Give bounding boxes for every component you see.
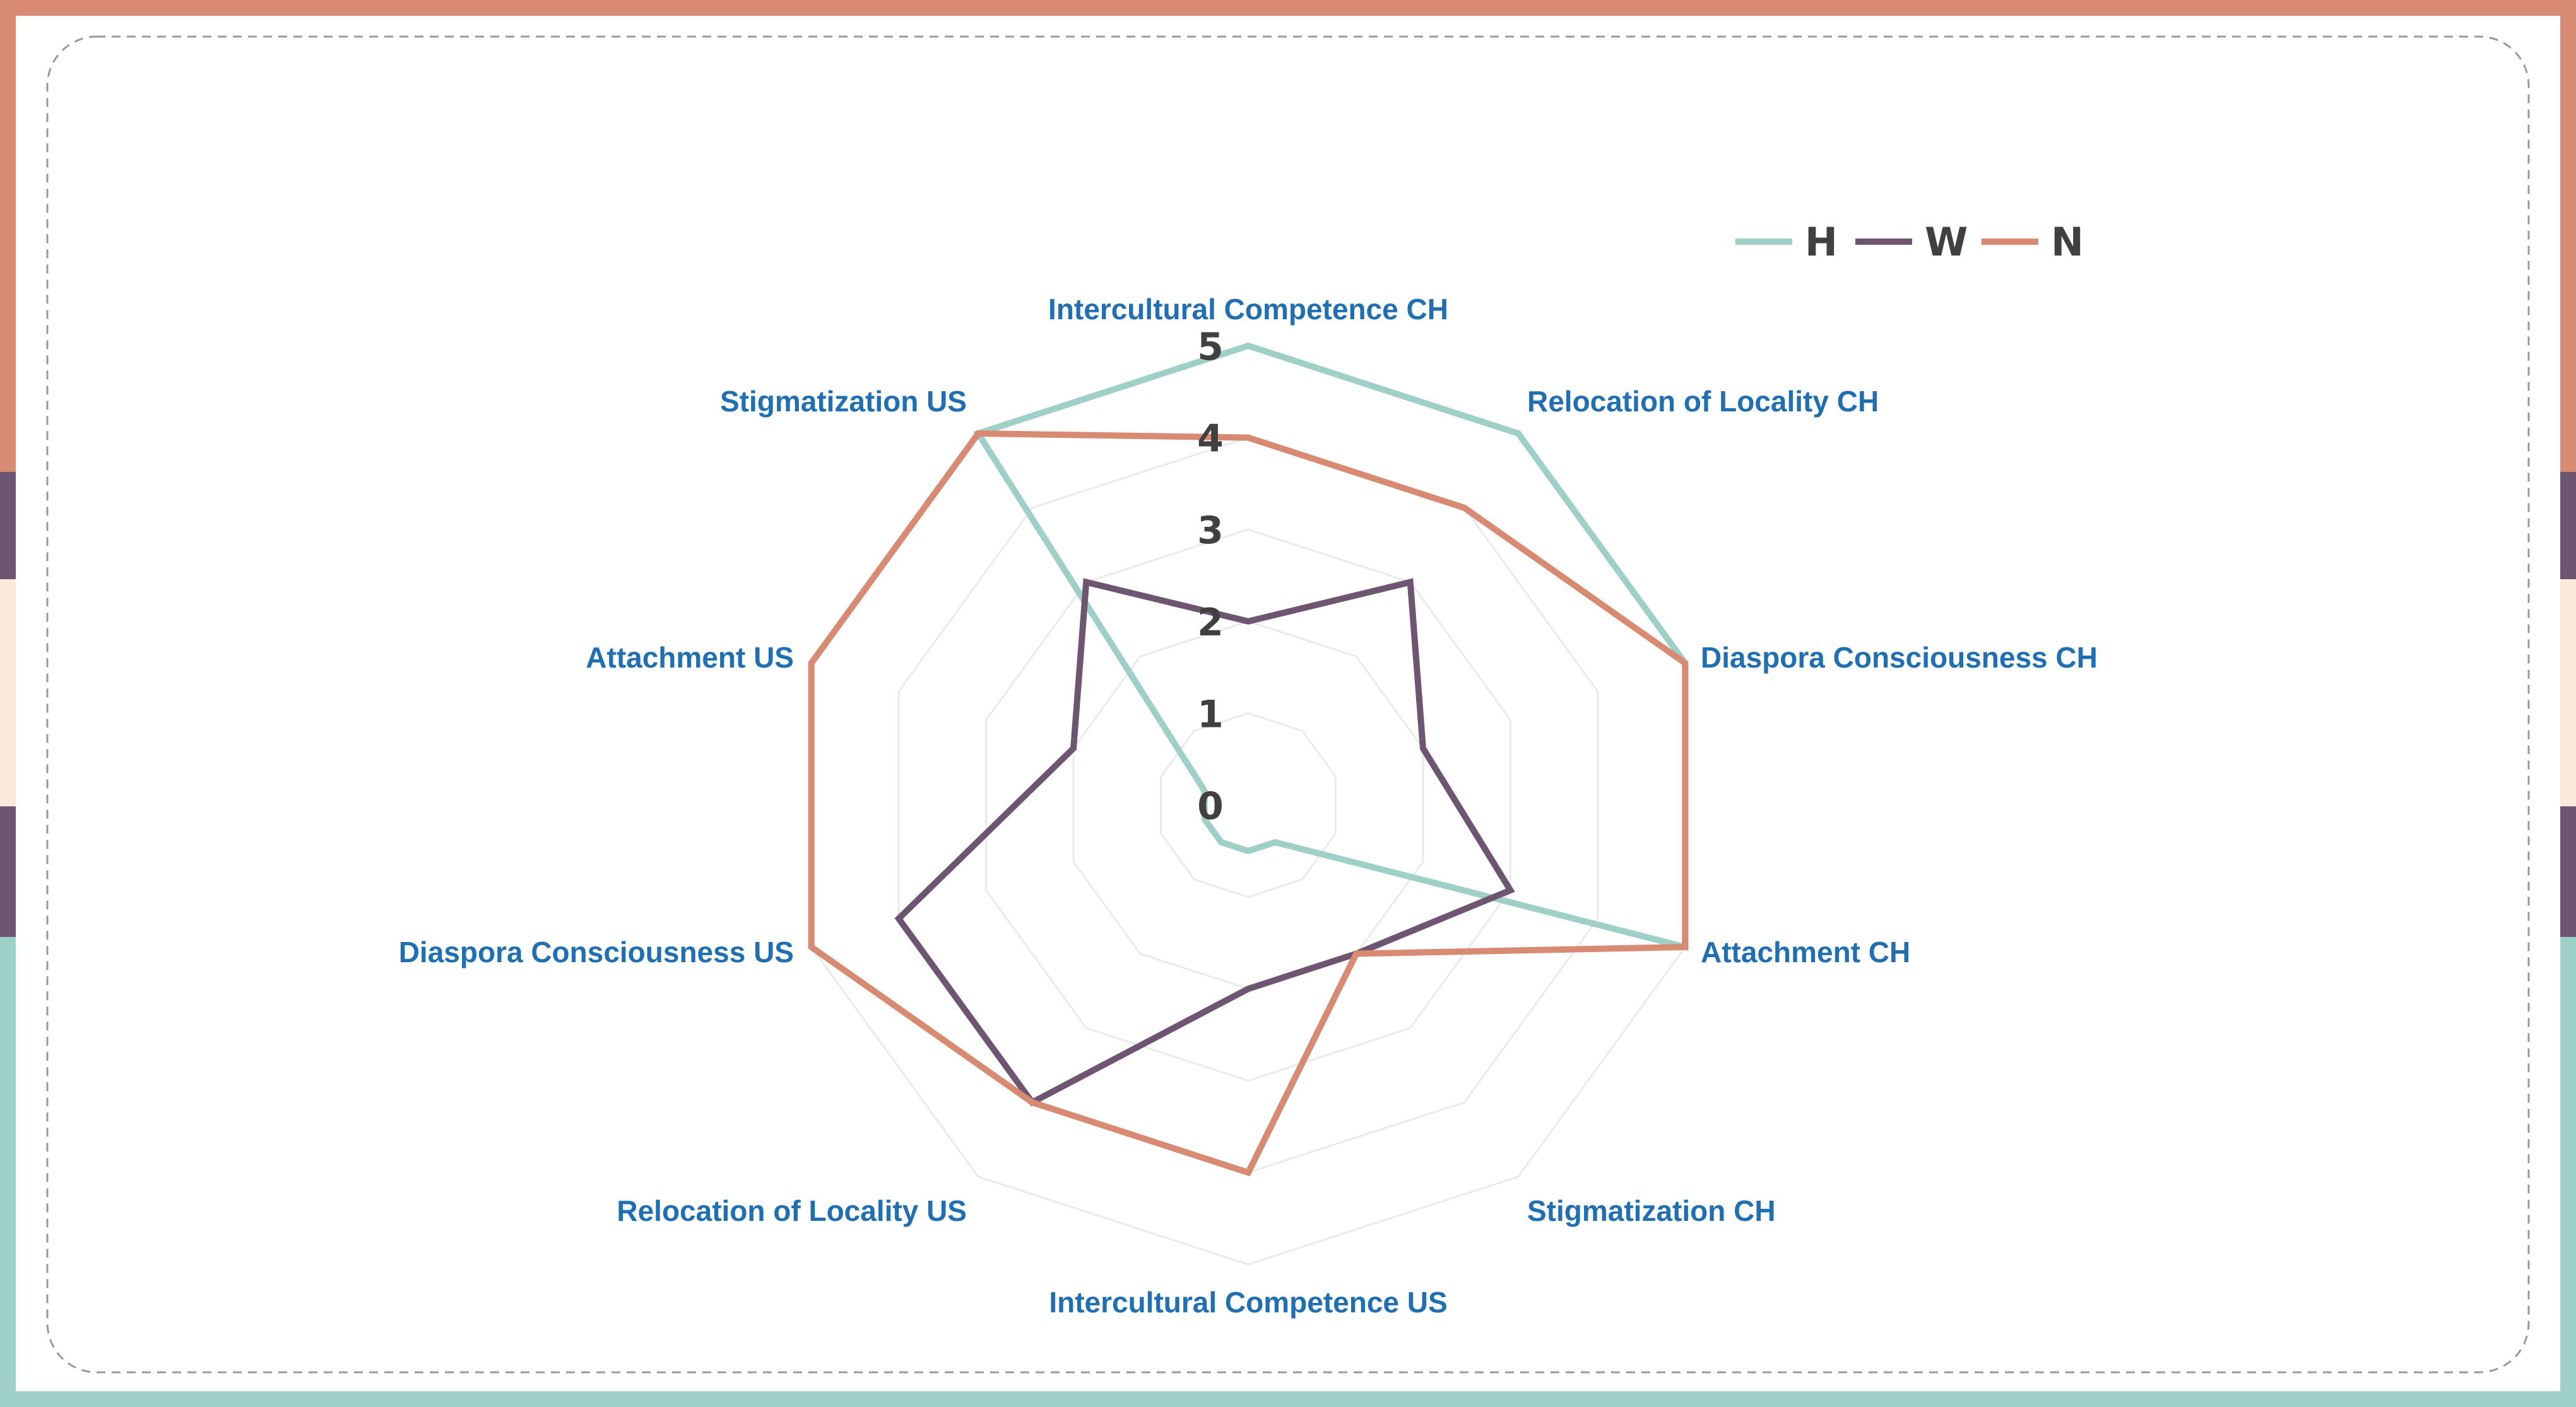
- r-tick-label: 2: [1197, 600, 1224, 645]
- r-tick-label: 4: [1197, 416, 1224, 461]
- axis-label: Diaspora Consciousness US: [398, 936, 794, 968]
- r-tick-label: 5: [1197, 325, 1224, 369]
- legend-label: H: [1805, 219, 1838, 265]
- axis-label: Attachment US: [586, 641, 794, 674]
- r-tick-label: 1: [1197, 692, 1224, 737]
- axis-label: Intercultural Competence CH: [1048, 293, 1448, 326]
- axis-label: Relocation of Locality US: [617, 1194, 967, 1227]
- axis-label: Attachment CH: [1701, 936, 1911, 968]
- r-tick-label: 0: [1197, 784, 1224, 828]
- legend-label: N: [2051, 219, 2084, 265]
- axis-label: Intercultural Competence US: [1049, 1286, 1448, 1319]
- axis-label: Stigmatization CH: [1527, 1194, 1776, 1227]
- axis-label: Stigmatization US: [719, 385, 967, 418]
- legend-label: W: [1925, 219, 1968, 265]
- axis-label: Relocation of Locality CH: [1527, 385, 1879, 418]
- axis-label: Diaspora Consciousness CH: [1701, 641, 2098, 674]
- r-tick-label: 3: [1197, 509, 1224, 553]
- frame-inner-panel: [16, 16, 2560, 1391]
